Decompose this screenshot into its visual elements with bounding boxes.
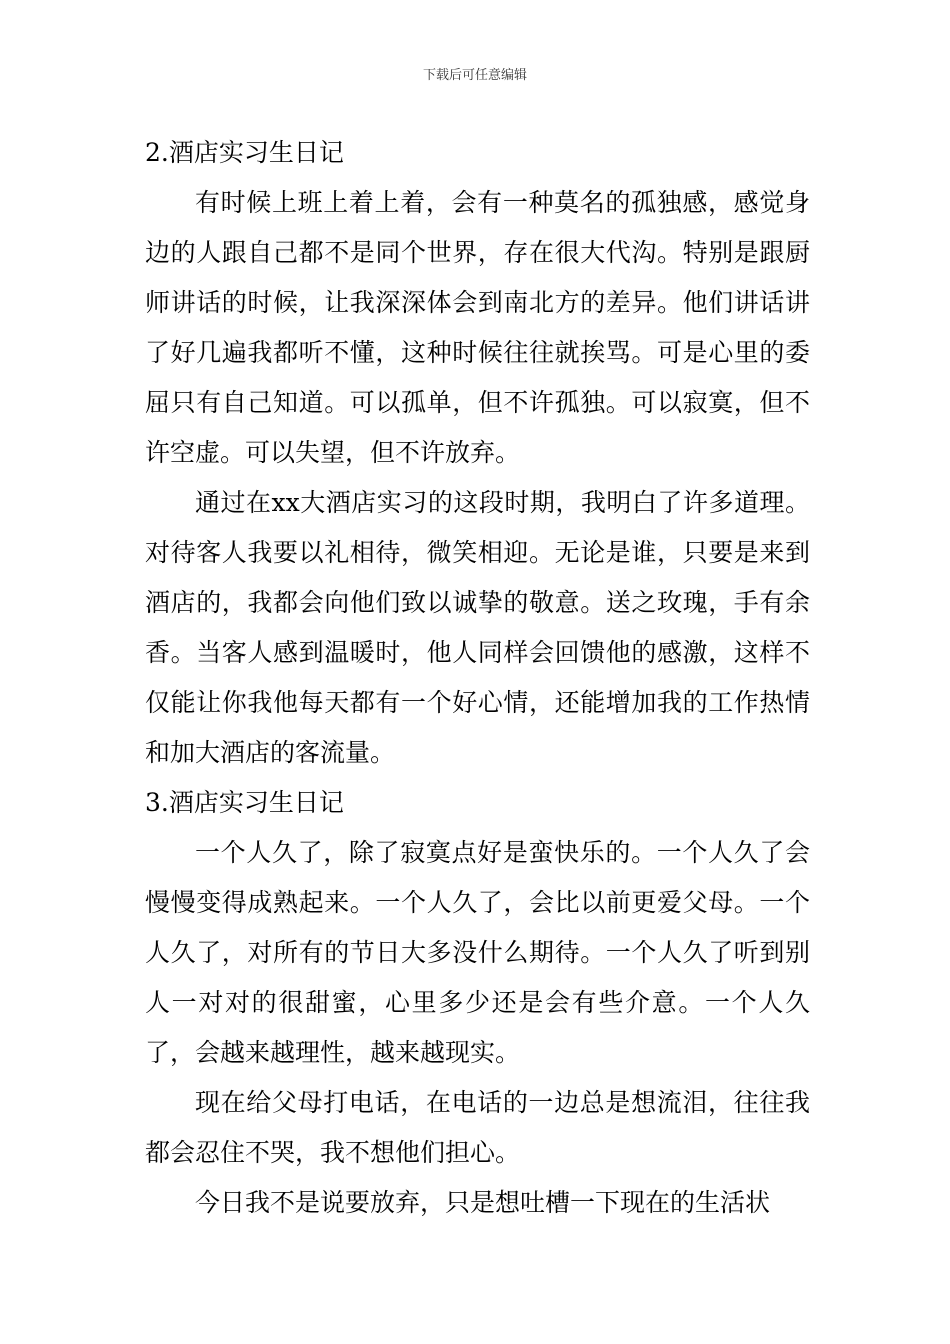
section-diary-2 <box>145 128 810 778</box>
section-heading: 2.酒店实习生日记 <box>145 138 344 167</box>
paragraph: 今日我不是说要放弃，只是想吐槽一下现在的生活状 <box>195 1188 771 1217</box>
section-heading: 3.酒店实习生日记 <box>145 788 344 817</box>
paragraph: 通过在xx大酒店实习的这段时期，我明白了许多道理。对待客人我要以礼相待，微笑相迎。无论是谁，只要是来到酒店的，我都会向他们致以诚挚的敬意。送之玫瑰，手有余香。当客人感到温暖时，他人同样会回馈他的感激，这样不仅能让你我他每天都有一个好心情，还能增加我的工作热情和加大酒店的客流量。 <box>145 488 810 767</box>
paragraph: 一个人久了，除了寂寞点好是蛮快乐的。一个人久了会慢慢变得成熟起来。一个人久了，会比以前更爱父母。一个人久了，对所有的节日大多没什么期待。一个人久了听到别人一对对的很甜蜜，心里多少还是会有些介意。一个人久了，会越来越理性，越来越现实。 <box>145 838 810 1067</box>
document-body <box>145 128 810 1228</box>
page-header: 下载后可任意编辑 <box>422 68 527 83</box>
section-diary-3 <box>145 778 810 1228</box>
paragraph: 有时候上班上着上着，会有一种莫名的孤独感，感觉身边的人跟自己都不是同个世界，存在很大代沟。特别是跟厨师讲话的时候，让我深深体会到南北方的差异。他们讲话讲了好几遍我都听不懂，这种时候往往就挨骂。可是心里的委屈只有自己知道。可以孤单，但不许孤独。可以寂寞，但不许空虚。可以失望，但不许放弃。 <box>145 188 810 467</box>
paragraph: 现在给父母打电话，在电话的一边总是想流泪，往往我都会忍住不哭，我不想他们担心。 <box>145 1088 810 1167</box>
